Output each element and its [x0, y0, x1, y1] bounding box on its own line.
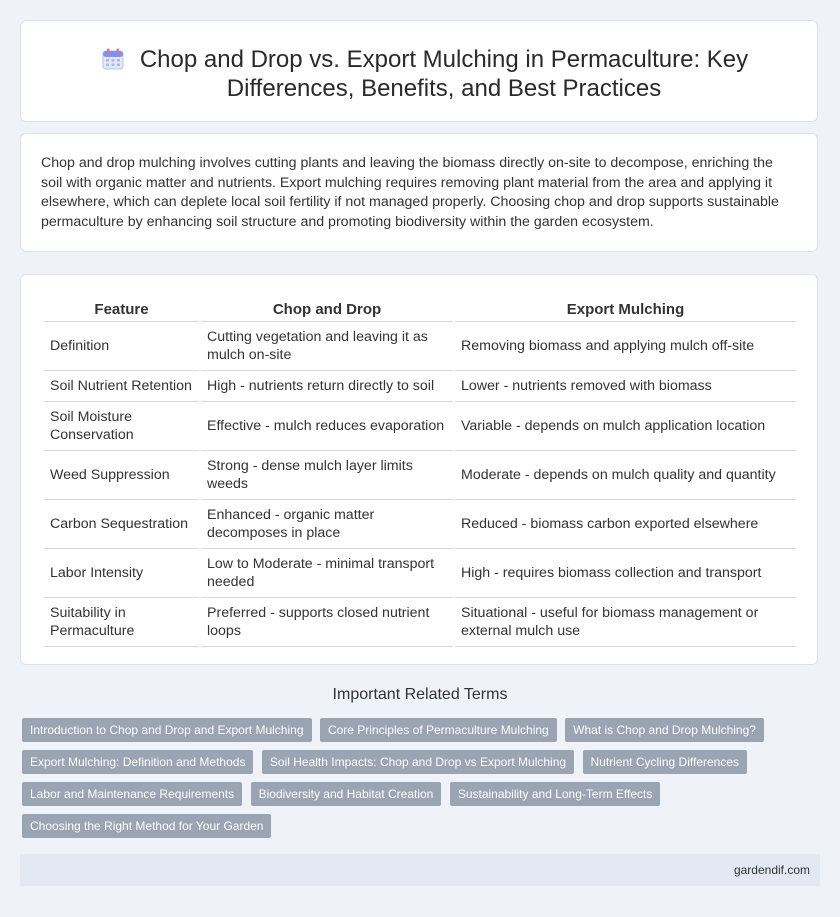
- table-cell: Soil Nutrient Retention: [44, 371, 199, 402]
- table-cell: Weed Suppression: [44, 451, 199, 500]
- related-terms-heading: Important Related Terms: [332, 686, 508, 703]
- table-cell: Enhanced - organic matter decomposes in place: [201, 500, 453, 549]
- table-cell: Lower - nutrients removed with biomass: [455, 371, 796, 402]
- footer: [20, 854, 820, 886]
- table-cell: Effective - mulch reduces evaporation: [201, 402, 453, 451]
- table-cell: Definition: [44, 322, 199, 371]
- table-row: [44, 371, 796, 402]
- table-cell: Low to Moderate - minimal transport needed: [201, 549, 453, 598]
- related-term-tag[interactable]: Sustainability and Long-Term Effects: [450, 782, 661, 806]
- table-cell: Labor Intensity: [44, 549, 199, 598]
- table-cell: Strong - dense mulch layer limits weeds: [201, 451, 453, 500]
- comparison-table: [42, 295, 798, 647]
- table-cell: Preferred - supports closed nutrient loops: [201, 598, 453, 647]
- table-row: [44, 402, 796, 451]
- header-export-mulching: Export Mulching: [455, 295, 796, 322]
- related-term-tag[interactable]: Introduction to Chop and Drop and Export Mulching: [22, 718, 312, 742]
- related-term-tag[interactable]: Core Principles of Permaculture Mulching: [320, 718, 557, 742]
- related-term-tag[interactable]: What is Chop and Drop Mulching?: [565, 718, 764, 742]
- table-row: [44, 451, 796, 500]
- table-cell: High - nutrients return directly to soil: [201, 371, 453, 402]
- table-row: [44, 322, 796, 371]
- table-cell: Reduced - biomass carbon exported elsewhere: [455, 500, 796, 549]
- page-title: Chop and Drop vs. Export Mulching in Permaculture: Key Differences, Benefits, and Best Practices: [139, 46, 749, 102]
- table-row: [44, 500, 796, 549]
- related-term-tag[interactable]: Biodiversity and Habitat Creation: [251, 782, 442, 806]
- table-row: [44, 549, 796, 598]
- table-row: [44, 598, 796, 647]
- table-cell: Removing biomass and applying mulch off-site: [455, 322, 796, 371]
- table-cell: Suitability in Permaculture: [44, 598, 199, 647]
- related-term-tag[interactable]: Nutrient Cycling Differences: [583, 750, 748, 774]
- table-cell: Situational - useful for biomass management or external mulch use: [455, 598, 796, 647]
- comparison-card: [20, 274, 818, 665]
- related-term-tag[interactable]: Labor and Maintenance Requirements: [22, 782, 242, 806]
- related-term-tag[interactable]: Choosing the Right Method for Your Garden: [22, 814, 271, 838]
- table-cell: Soil Moisture Conservation: [44, 402, 199, 451]
- table-cell: Carbon Sequestration: [44, 500, 199, 549]
- related-terms-list: [22, 718, 782, 846]
- intro-paragraph: Chop and drop mulching involves cutting plants and leaving the biomass directly on-site to decompose, enriching the soil with organic matter and nutrients. Export mulching requires removing plant material from the area and applying it elsewhere, which can deplete local soil fertility if not managed properly. Choosing chop and drop supports sustainable permaculture by enhancing soil structure and promoting biodiversity within the garden ecosystem.: [41, 155, 779, 230]
- title-card: [20, 20, 818, 122]
- related-term-tag[interactable]: Soil Health Impacts: Chop and Drop vs Export Mulching: [262, 750, 574, 774]
- table-header-row: [44, 295, 796, 322]
- calendar-icon: [101, 47, 125, 71]
- footer-site-link[interactable]: gardendif.com: [733, 863, 810, 877]
- intro-card: [20, 133, 818, 252]
- table-cell: Variable - depends on mulch application location: [455, 402, 796, 451]
- table-cell: High - requires biomass collection and transport: [455, 549, 796, 598]
- header-feature: Feature: [44, 295, 199, 322]
- table-cell: Cutting vegetation and leaving it as mulch on-site: [201, 322, 453, 371]
- table-cell: Moderate - depends on mulch quality and quantity: [455, 451, 796, 500]
- header-chop-and-drop: Chop and Drop: [201, 295, 453, 322]
- related-term-tag[interactable]: Export Mulching: Definition and Methods: [22, 750, 253, 774]
